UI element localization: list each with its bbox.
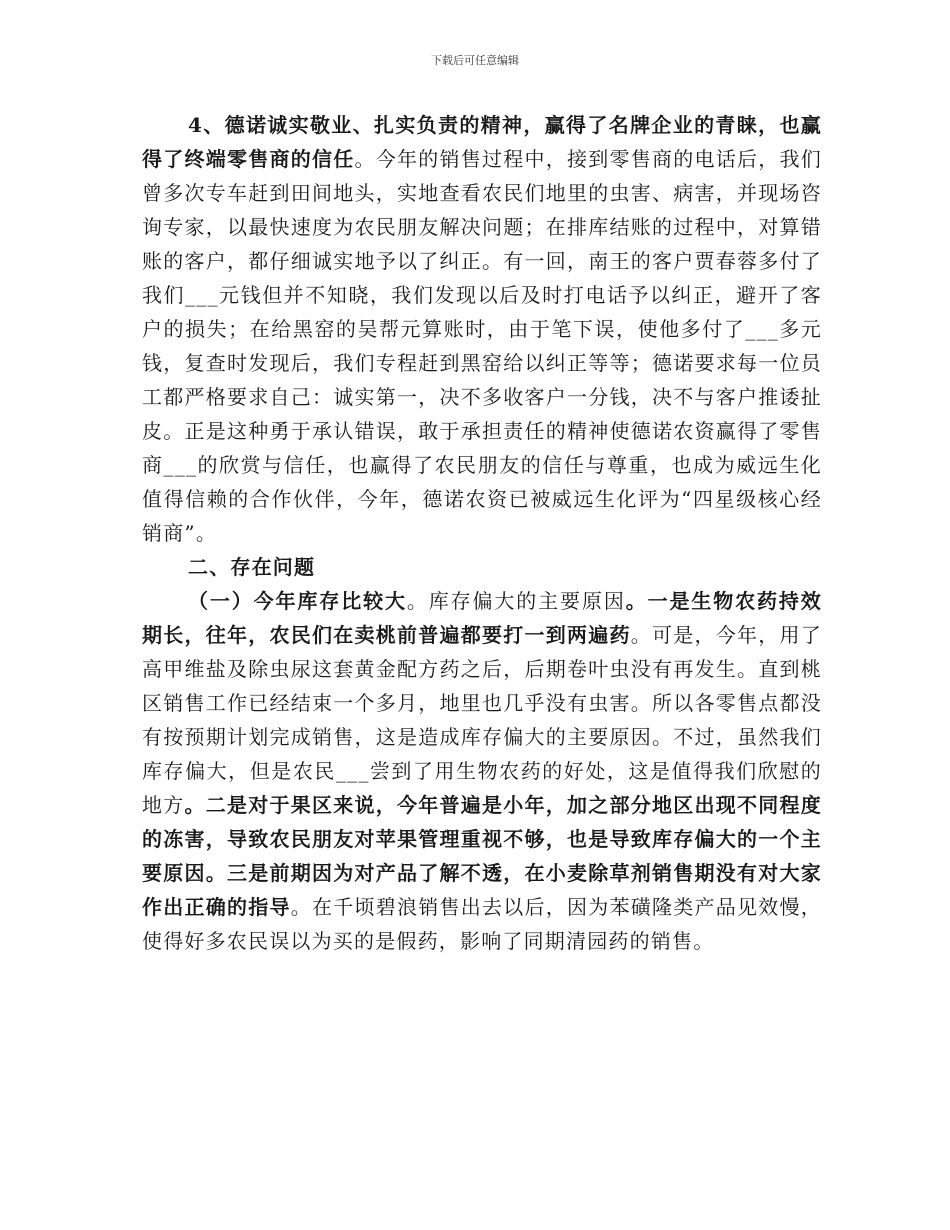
paragraph-text: 。在千顷碧浪销售出去以后，因为苯磺隆类产品见效慢，使得好多农民误以为买的是假药，影响了同期清园药的销售。 bbox=[142, 895, 822, 953]
paragraph-inventory bbox=[142, 584, 822, 958]
page-header: 下载后可任意编辑 bbox=[431, 54, 519, 67]
subsection-title: （一）今年库存比较大 bbox=[188, 589, 407, 613]
section-title: 二、存在问题 bbox=[188, 555, 316, 579]
document-body bbox=[142, 108, 822, 958]
paragraph-lead-bold: 4、德诺诚实敬业、扎实负责的精神，赢得了名牌企业的青睐，也赢得了终端零售商的信任 bbox=[142, 113, 822, 171]
paragraph-text: 。库存偏大的主要原因 bbox=[406, 589, 626, 613]
paragraph-text: 。可是，今年，用了高甲维盐及除虫尿这套黄金配方药之后，后期卷叶虫没有再发生。直到桃区销售工作已经结束一个多月，地里也几乎没有虫害。所以各零售点都没有按预期计划完成销售，这是造成库存偏大的主要原因。不过，虽然我们库存偏大，但是农民___尝到了用生物农药的好处，这是值得我们欣慰的地方 bbox=[142, 623, 822, 817]
paragraph-honesty bbox=[142, 108, 822, 550]
paragraph-text: 。今年的销售过程中，接到零售商的电话后，我们曾多次专车赶到田间地头，实地查看农民们地里的虫害、病害，并现场咨询专家，以最快速度为农民朋友解决问题；在排库结账的过程中，对算错账的客户，都仔细诚实地予以了纠正。有一回，南王的客户贾春蓉多付了我们___元钱但并不知晓，我们发现以后及时打电话予以纠正，避开了客户的损失；在给黑窑的吴帮元算账时，由于笔下误，使他多付了___多元钱，复查时发现后，我们专程赶到黑窑给以纠正等等；德诺要求每一位员工都严格要求自己：诚实第一，决不多收客户一分钱，决不与客户推诿扯皮。正是这种勇于承认错误，敢于承担责任的精神使德诺农资赢得了零售商___的欣赏与信任，也赢得了农民朋友的信任与尊重，也成为威远生化值得信赖的合作伙伴，今年，德诺农资已被威远生化评为“四星级核心经销商”。 bbox=[142, 147, 822, 545]
reason-two-three-bold: 。二是对于果区来说，今年普遍是小年，加之部分地区出现不同程度的冻害，导致农民朋友对苹果管理重视不够，也是导致库存偏大的一个主要原因。三是前期因为对产品了解不透，在小麦除草剂销售期没有对大家作出正确的指导 bbox=[142, 793, 823, 919]
reason-one-bold: 。一是生物农药持效期长，往年，农民们在卖桃前普遍都要打一到两遍药 bbox=[142, 589, 823, 647]
